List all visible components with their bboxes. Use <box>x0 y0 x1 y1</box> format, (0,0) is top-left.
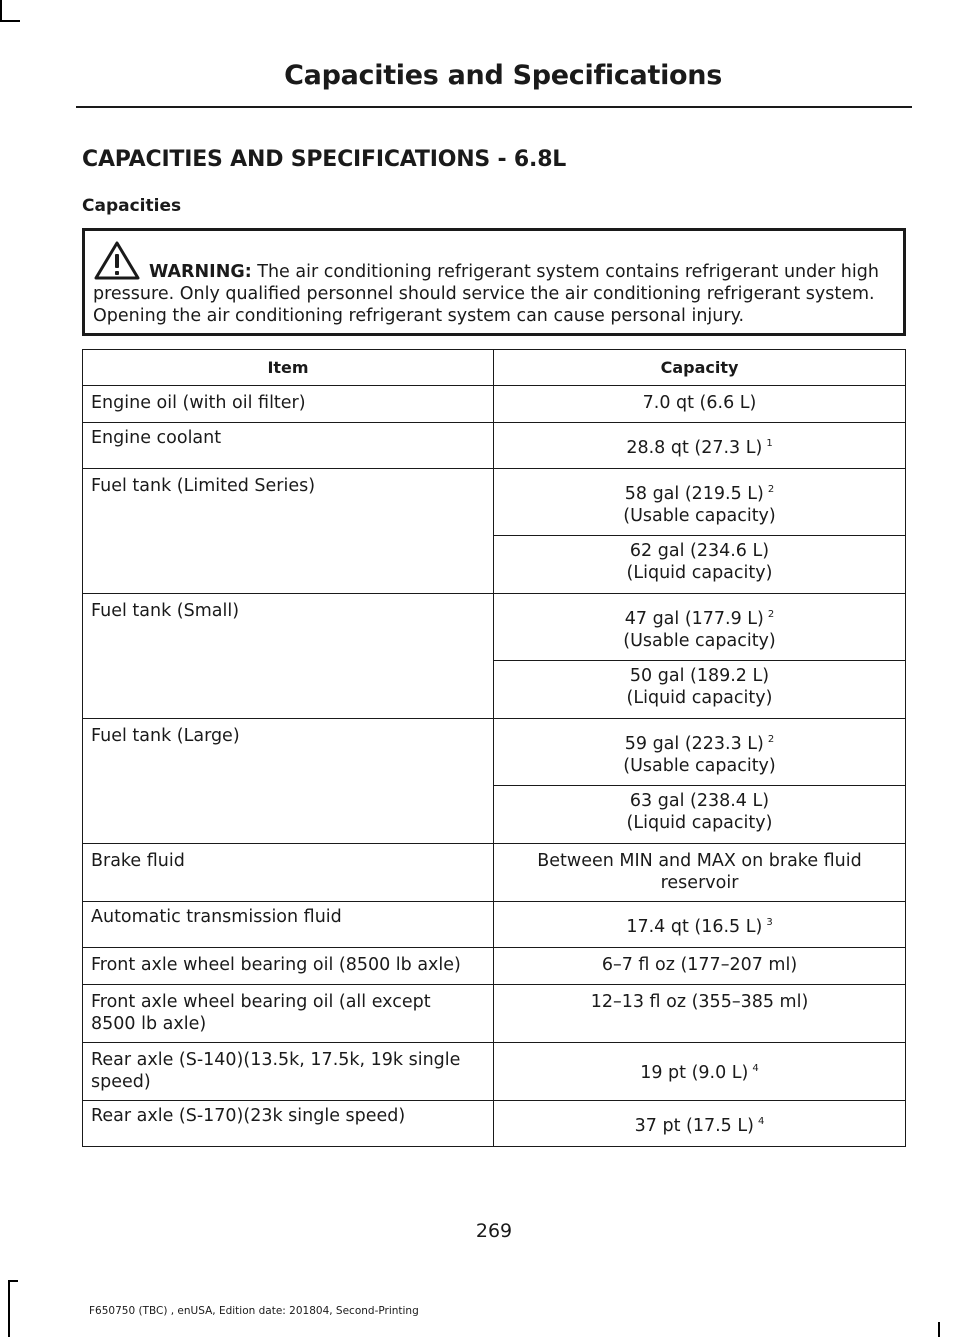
capacity-cell <box>494 536 906 594</box>
footnote-marker: 4 <box>757 1116 765 1127</box>
capacity-value: 19 pt (9.0 L) <box>640 1062 749 1083</box>
capacity-value: 37 pt (17.5 L) <box>634 1115 754 1136</box>
item-text: speed) <box>91 1072 151 1092</box>
table-row <box>83 948 906 985</box>
warning-body: The air conditioning refrigerant system contains refrigerant under high pressure. Only qualified personnel should service the air conditioning refrigerant system. Opening the air conditioning refrigerant system can cause personal injury. <box>93 262 879 326</box>
capacity-value: 62 gal (234.6 L) <box>629 541 770 561</box>
capacity-cell <box>494 1043 906 1101</box>
capacity-value: 59 gal (223.3 L) <box>624 733 764 754</box>
item-cell: Automatic transmission fluid <box>83 902 494 948</box>
page-header-title: Capacities and Specifications <box>284 60 722 91</box>
table-row <box>83 902 906 948</box>
warning-text <box>93 261 893 327</box>
capacity-value: reservoir <box>660 873 739 893</box>
warning-box <box>82 228 906 336</box>
header-divider <box>76 106 912 108</box>
capacity-value: Between MIN and MAX on brake fluid <box>537 851 862 871</box>
table-row <box>83 594 906 661</box>
capacity-cell <box>494 902 906 948</box>
footnote-marker: 2 <box>767 734 775 745</box>
crop-mark <box>938 1322 940 1337</box>
item-text: Front axle wheel bearing oil (all except <box>91 992 431 1012</box>
table-row <box>83 469 906 536</box>
capacity-note: (Usable capacity) <box>623 505 776 526</box>
header-item: Item <box>83 350 494 386</box>
table-row <box>83 1101 906 1147</box>
capacity-note: (Liquid capacity) <box>626 688 773 708</box>
capacity-value: 47 gal (177.9 L) <box>624 608 764 629</box>
crop-mark <box>0 0 2 22</box>
table-row <box>83 719 906 786</box>
item-cell: Engine oil (with oil filter) <box>83 386 494 423</box>
capacity-cell <box>494 719 906 786</box>
table-row <box>83 1043 906 1101</box>
capacity-value: 17.4 qt (16.5 L) <box>626 916 763 937</box>
table-row <box>83 844 906 902</box>
item-cell <box>83 1043 494 1101</box>
item-cell: Fuel tank (Large) <box>83 719 494 844</box>
table-row <box>83 985 906 1043</box>
section-title: CAPACITIES AND SPECIFICATIONS - 6.8L <box>82 147 567 172</box>
capacity-value: 50 gal (189.2 L) <box>629 666 770 686</box>
footnote-marker: 1 <box>766 438 773 449</box>
subheading: Capacities <box>82 196 182 216</box>
item-cell: Fuel tank (Limited Series) <box>83 469 494 594</box>
item-cell: Fuel tank (Small) <box>83 594 494 719</box>
capacity-value: 63 gal (238.4 L) <box>629 791 770 811</box>
footnote-marker: 4 <box>752 1063 759 1074</box>
footnote-marker: 3 <box>766 917 773 928</box>
item-cell: Front axle wheel bearing oil (8500 lb axle) <box>83 948 494 985</box>
footer-edition-text: F650750 (TBC) , enUSA, Edition date: 201804, Second-Printing <box>89 1305 419 1317</box>
capacity-note: (Liquid capacity) <box>626 813 773 833</box>
capacity-cell: 6–7 fl oz (177–207 ml) <box>494 948 906 985</box>
table-row <box>83 423 906 469</box>
capacity-cell <box>494 594 906 661</box>
table-header-row <box>83 350 906 386</box>
capacity-cell <box>494 786 906 844</box>
capacity-note: (Usable capacity) <box>623 630 776 651</box>
page-number: 269 <box>475 1220 513 1242</box>
footnote-marker: 2 <box>767 609 775 620</box>
capacity-cell <box>494 1101 906 1147</box>
warning-label: WARNING: <box>149 262 252 282</box>
crop-mark <box>0 20 20 22</box>
item-cell: Engine coolant <box>83 423 494 469</box>
capacity-cell <box>494 469 906 536</box>
header-capacity: Capacity <box>494 350 906 386</box>
item-cell: Brake fluid <box>83 844 494 902</box>
capacity-cell <box>494 661 906 719</box>
capacity-cell: 7.0 qt (6.6 L) <box>494 386 906 423</box>
capacity-note: (Liquid capacity) <box>626 563 773 583</box>
item-text: Rear axle (S-140)(13.5k, 17.5k, 19k single <box>91 1050 461 1070</box>
capacity-value: 28.8 qt (27.3 L) <box>626 437 763 458</box>
capacities-table <box>82 349 906 1147</box>
capacity-note: (Usable capacity) <box>623 755 776 776</box>
crop-mark <box>8 1280 18 1282</box>
capacity-cell <box>494 423 906 469</box>
footnote-marker: 2 <box>767 484 775 495</box>
item-cell <box>83 985 494 1043</box>
capacity-value: 58 gal (219.5 L) <box>624 483 764 504</box>
table-row <box>83 386 906 423</box>
item-cell: Rear axle (S-170)(23k single speed) <box>83 1101 494 1147</box>
capacity-cell <box>494 844 906 902</box>
capacity-cell: 12–13 fl oz (355–385 ml) <box>494 985 906 1043</box>
item-text: 8500 lb axle) <box>91 1014 207 1034</box>
crop-mark <box>8 1280 10 1337</box>
